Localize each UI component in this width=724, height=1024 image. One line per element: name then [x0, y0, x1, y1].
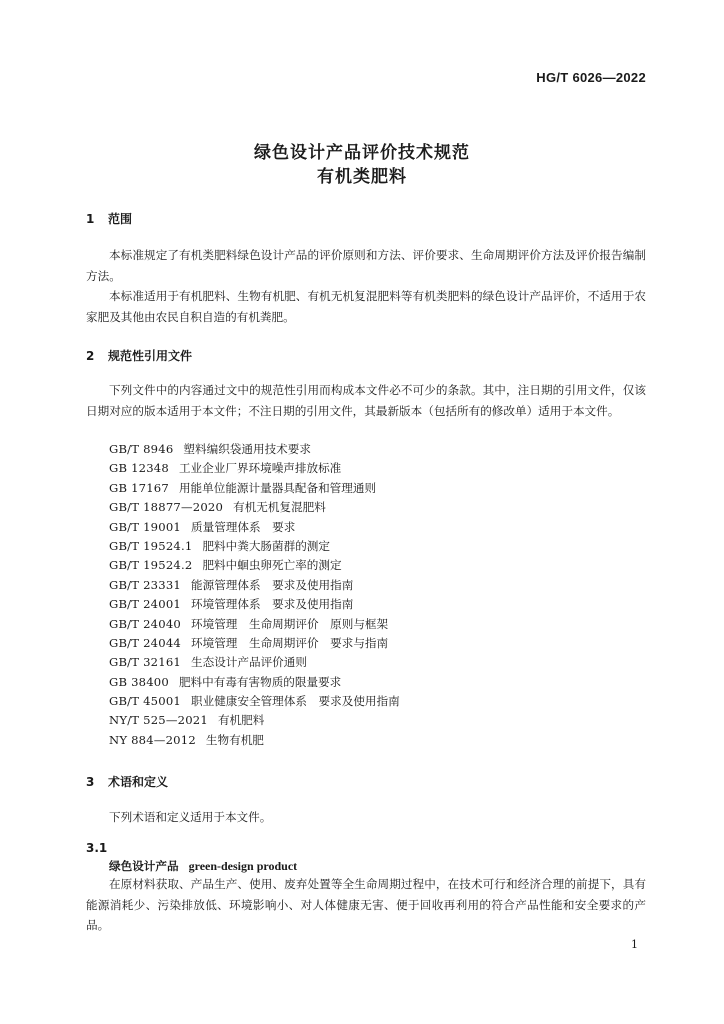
- reference-item: [109, 459, 400, 478]
- reference-code: GB 12348: [109, 461, 169, 476]
- reference-code: GB/T 32161: [109, 655, 181, 670]
- reference-code: GB/T 18877—2020: [109, 500, 224, 515]
- reference-title: 职业健康安全管理体系 要求及使用指南: [191, 694, 400, 709]
- section-1-heading: [86, 210, 132, 227]
- reference-item: [109, 595, 400, 614]
- reference-code: GB 17167: [109, 480, 169, 495]
- page-number: 1: [631, 938, 638, 951]
- term-definition: 在原材料获取、产品生产、使用、废弃处置等全生命周期过程中，在技术可行和经济合理的前提下，具有能源消耗少、污染排放低、环境影响小、对人体健康无害、便于回收再利用的符合产品性能和安全要求的产品。: [86, 877, 646, 932]
- term-entry: [109, 858, 297, 874]
- reference-title: 环境管理体系 要求及使用指南: [191, 597, 354, 612]
- section-3-number: 3: [86, 775, 95, 789]
- reference-title: 塑料编织袋通用技术要求: [183, 442, 311, 456]
- reference-title: 生物有机肥: [205, 732, 264, 747]
- reference-item: [109, 556, 400, 575]
- reference-title: 工业企业厂界环境噪声排放标准: [178, 461, 342, 476]
- reference-item: [109, 634, 400, 653]
- reference-item: [109, 653, 400, 672]
- reference-title: 有机肥料: [217, 713, 265, 728]
- reference-item: [109, 711, 400, 730]
- reference-title: 环境管理 生命周期评价 原则与框架: [191, 616, 389, 631]
- reference-code: GB/T 45001: [109, 694, 181, 709]
- reference-code: NY/T 525—2021: [109, 713, 208, 728]
- reference-code: GB 38400: [109, 674, 169, 689]
- document-subtitle: 有机类肥料: [317, 167, 407, 187]
- reference-code: GB/T 24001: [109, 597, 181, 612]
- reference-title: 环境管理 生命周期评价 要求与指南: [191, 635, 389, 650]
- reference-title: 肥料中蛔虫卵死亡率的测定: [202, 558, 342, 573]
- section-1-paragraph-1: 本标准规定了有机类肥料绿色设计产品的评价原则和方法、评价要求、生命周期评价方法及评价报告编制方法。: [86, 248, 646, 283]
- reference-code: GB/T 19524.1: [109, 538, 193, 553]
- reference-item: [109, 440, 400, 459]
- reference-code: GB/T 19524.2: [109, 558, 193, 573]
- reference-code: NY 884—2012: [109, 732, 196, 747]
- term-chinese: 绿色设计产品: [109, 859, 179, 873]
- reference-item: [109, 576, 400, 595]
- section-2-heading: [86, 347, 192, 364]
- reference-list: [109, 440, 400, 750]
- reference-item: [109, 731, 400, 750]
- reference-title: 能源管理体系 要求及使用指南: [191, 577, 354, 592]
- reference-item: [109, 615, 400, 634]
- section-2-number: 2: [86, 349, 95, 363]
- reference-item: [109, 673, 400, 692]
- reference-item: [109, 479, 400, 498]
- reference-code: GB/T 23331: [109, 577, 181, 592]
- section-1-paragraph-2: 本标准适用于有机肥料、生物有机肥、有机无机复混肥料等有机类肥料的绿色设计产品评价，不适用于农家肥及其他由农民自积自造的有机粪肥。: [86, 289, 646, 324]
- reference-item: [109, 692, 400, 711]
- reference-title: 肥料中粪大肠菌群的测定: [202, 538, 330, 553]
- section-2-intro: 下列文件中的内容通过文中的规范性引用而构成本文件必不可少的条款。其中，注日期的引用文件，仅该日期对应的版本适用于本文件；不注日期的引用文件，其最新版本（包括所有的修改单）适用于本文件。: [86, 383, 646, 418]
- reference-item: [109, 518, 400, 537]
- reference-code: GB/T 19001: [109, 519, 181, 534]
- reference-title: 质量管理体系 要求: [191, 519, 296, 534]
- reference-code: GB/T 24040: [109, 616, 181, 631]
- reference-code: GB/T 8946: [109, 442, 174, 456]
- reference-title: 生态设计产品评价通则: [191, 655, 307, 670]
- clause-number: 3.1: [86, 841, 108, 855]
- reference-code: GB/T 24044: [109, 635, 181, 650]
- document-title: 绿色设计产品评价技术规范: [254, 143, 470, 163]
- term-english: green-design product: [188, 859, 298, 873]
- reference-item: [109, 498, 400, 517]
- section-1-title: 范围: [108, 212, 133, 226]
- reference-title: 有机无机复混肥料: [233, 500, 326, 515]
- reference-title: 肥料中有毒有害物质的限量要求: [178, 674, 342, 689]
- section-3-title: 术语和定义: [108, 775, 169, 789]
- section-3-intro: 下列术语和定义适用于本文件。: [109, 810, 272, 824]
- reference-title: 用能单位能源计量器具配备和管理通则: [178, 480, 377, 495]
- standard-code: HG/T 6026—2022: [536, 70, 646, 85]
- section-2-title: 规范性引用文件: [108, 349, 193, 363]
- reference-item: [109, 537, 400, 556]
- section-3-heading: [86, 773, 168, 790]
- section-1-number: 1: [86, 212, 95, 226]
